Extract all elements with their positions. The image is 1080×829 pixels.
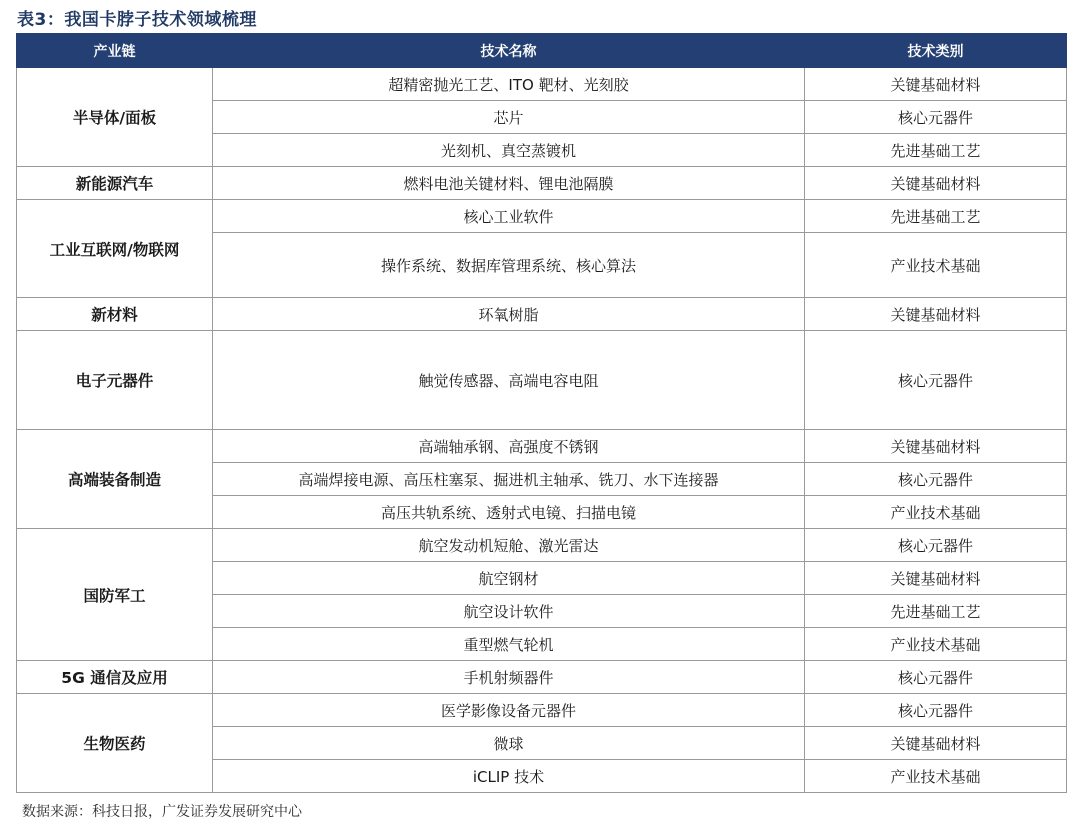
header-tech-name: 技术名称 [213, 34, 805, 68]
tech-name-cell: 燃料电池关键材料、锂电池隔膜 [213, 167, 805, 200]
tech-type-cell: 核心元器件 [805, 661, 1067, 694]
tech-name-cell: 航空钢材 [213, 562, 805, 595]
data-source-note: 数据来源：科技日报，广发证券发展研究中心 [22, 804, 302, 820]
industry-cell: 电子元器件 [17, 331, 213, 430]
tech-name-cell: 高端轴承钢、高强度不锈钢 [213, 430, 805, 463]
tech-type-cell: 核心元器件 [805, 331, 1067, 430]
table-row [17, 529, 1067, 562]
industry-cell: 工业互联网/物联网 [17, 200, 213, 298]
tech-name-cell: 航空发动机短舱、激光雷达 [213, 529, 805, 562]
industry-cell: 新能源汽车 [17, 167, 213, 200]
tech-type-cell: 产业技术基础 [805, 496, 1067, 529]
table-row [17, 298, 1067, 331]
tech-name-cell: 航空设计软件 [213, 595, 805, 628]
table-row [17, 167, 1067, 200]
tech-name-cell: 重型燃气轮机 [213, 628, 805, 661]
tech-type-cell: 关键基础材料 [805, 727, 1067, 760]
table-row [17, 430, 1067, 463]
table-row [17, 331, 1067, 430]
tech-name-cell: 环氧树脂 [213, 298, 805, 331]
tech-name-cell: 芯片 [213, 101, 805, 134]
tech-type-cell: 先进基础工艺 [805, 595, 1067, 628]
tech-name-cell: 触觉传感器、高端电容电阻 [213, 331, 805, 430]
tech-type-cell: 产业技术基础 [805, 760, 1067, 793]
tech-name-cell: 医学影像设备元器件 [213, 694, 805, 727]
tech-type-cell: 先进基础工艺 [805, 134, 1067, 167]
tech-name-cell: 微球 [213, 727, 805, 760]
tech-name-cell: iCLIP 技术 [213, 760, 805, 793]
table-title: 表3：我国卡脖子技术领域梳理 [17, 10, 257, 30]
header-tech-type: 技术类别 [805, 34, 1067, 68]
table-row [17, 694, 1067, 727]
industry-cell: 5G 通信及应用 [17, 661, 213, 694]
tech-type-cell: 产业技术基础 [805, 628, 1067, 661]
tech-type-cell: 关键基础材料 [805, 68, 1067, 101]
tech-type-cell: 关键基础材料 [805, 298, 1067, 331]
industry-cell: 新材料 [17, 298, 213, 331]
tech-name-cell: 操作系统、数据库管理系统、核心算法 [213, 233, 805, 298]
industry-cell: 半导体/面板 [17, 68, 213, 167]
table-row [17, 661, 1067, 694]
tech-type-cell: 关键基础材料 [805, 430, 1067, 463]
tech-type-cell: 核心元器件 [805, 529, 1067, 562]
header-industry: 产业链 [17, 34, 213, 68]
tech-type-cell: 关键基础材料 [805, 562, 1067, 595]
tech-type-cell: 核心元器件 [805, 694, 1067, 727]
table-header-row [17, 34, 1067, 68]
table-row [17, 200, 1067, 233]
industry-cell: 国防军工 [17, 529, 213, 661]
tech-type-cell: 核心元器件 [805, 463, 1067, 496]
industry-cell: 高端装备制造 [17, 430, 213, 529]
tech-name-cell: 手机射频器件 [213, 661, 805, 694]
tech-table [16, 33, 1066, 793]
tech-name-cell: 光刻机、真空蒸镀机 [213, 134, 805, 167]
tech-name-cell: 超精密抛光工艺、ITO 靶材、光刻胶 [213, 68, 805, 101]
tech-type-cell: 先进基础工艺 [805, 200, 1067, 233]
tech-type-cell: 核心元器件 [805, 101, 1067, 134]
table-row [17, 68, 1067, 101]
tech-name-cell: 核心工业软件 [213, 200, 805, 233]
tech-type-cell: 产业技术基础 [805, 233, 1067, 298]
tech-type-cell: 关键基础材料 [805, 167, 1067, 200]
tech-name-cell: 高压共轨系统、透射式电镜、扫描电镜 [213, 496, 805, 529]
tech-name-cell: 高端焊接电源、高压柱塞泵、掘进机主轴承、铣刀、水下连接器 [213, 463, 805, 496]
industry-cell: 生物医药 [17, 694, 213, 793]
